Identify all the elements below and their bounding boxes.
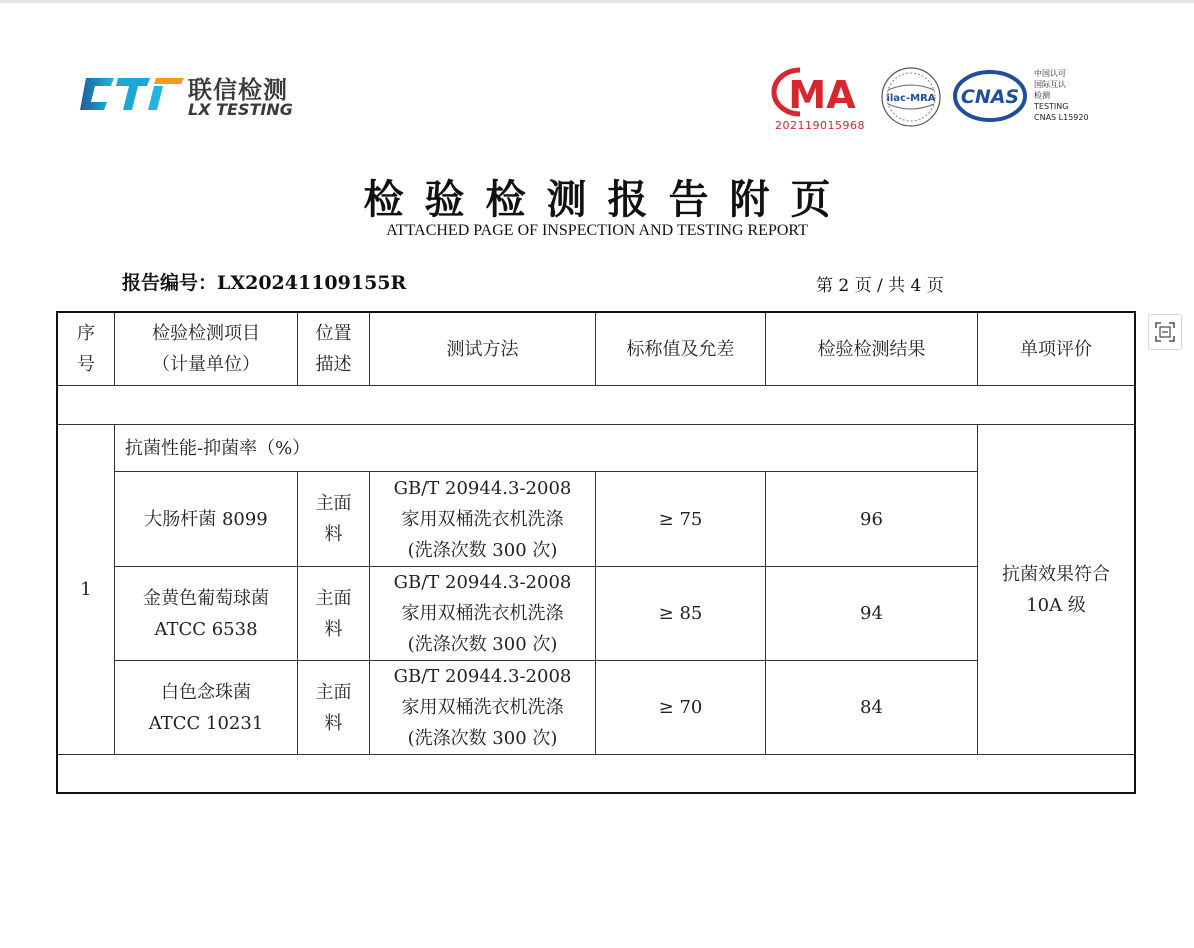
cma-mark	[770, 66, 870, 136]
svg-text:CNAS: CNAS	[960, 86, 1020, 108]
table-row-method: GB/T 20944.3-2008 家用双桶洗衣机洗涤 (洗涤次数 300 次)	[393, 477, 572, 561]
page-number: 第 2 页 / 共 4 页	[816, 276, 944, 296]
header-method: 测试方法	[446, 338, 519, 360]
header-evaluation: 单项评价	[1020, 338, 1092, 360]
report-number: 报告编号：LX20241109155R	[122, 272, 407, 294]
scan-icon	[1155, 322, 1175, 342]
group-evaluation: 抗菌效果符合 10A 级	[1002, 563, 1110, 616]
results-table	[56, 311, 1136, 794]
cnas-line: TESTING	[1034, 102, 1069, 111]
ilac-mra-icon	[880, 66, 942, 128]
table-row-position: 主面 料	[315, 681, 352, 734]
page-title-en: ATTACHED PAGE OF INSPECTION AND TESTING REPORT	[386, 222, 808, 239]
table-row-item: 金黄色葡萄球菌 ATCC 6538	[143, 587, 269, 640]
table-row-result: 84	[860, 697, 883, 718]
header-nominal: 标称值及允差	[626, 338, 735, 360]
header-result: 检验检测结果	[817, 338, 926, 360]
cnas-accreditation-text	[1034, 68, 1089, 123]
cma-logo-icon	[770, 66, 870, 120]
cnas-logo-icon	[953, 70, 1027, 122]
group-title: 抗菌性能-抑菌率（%）	[125, 437, 311, 459]
table-row-result: 94	[860, 603, 883, 624]
cnas-mark	[953, 70, 1027, 122]
header-item: 检验检测项目 （计量单位）	[152, 323, 260, 375]
svg-text:MA: MA	[788, 73, 856, 117]
company-logo	[80, 66, 340, 126]
table-row-position: 主面 料	[315, 587, 352, 640]
table-row-nominal: ≥ 70	[658, 697, 703, 718]
header-seq: 序 号	[77, 323, 95, 375]
top-border	[0, 0, 1194, 3]
page-title-cn: 检验检测报告附页	[363, 176, 852, 223]
group-seq: 1	[80, 579, 92, 600]
table-row-method: GB/T 20944.3-2008 家用双桶洗衣机洗涤 (洗涤次数 300 次)	[393, 572, 572, 655]
table-row-position: 主面 料	[315, 493, 352, 545]
table-row-nominal: ≥ 85	[658, 603, 703, 624]
logo-en-text: LX TESTING	[188, 100, 293, 119]
cnas-line: 国际互认	[1034, 80, 1066, 89]
ilac-mra-mark	[880, 66, 942, 128]
table-row-result: 96	[860, 508, 883, 530]
cma-number: 202119015968	[775, 119, 865, 132]
logo-cn-text: 联信检测	[188, 76, 288, 104]
header-position: 位置 描述	[315, 323, 352, 375]
cnas-line: 中国认可	[1034, 69, 1066, 78]
lx-logo-icon	[80, 70, 184, 118]
svg-text:ilac-MRA: ilac-MRA	[886, 93, 936, 104]
table-row-item: 白色念珠菌 ATCC 10231	[148, 681, 264, 734]
scan-button[interactable]	[1148, 314, 1182, 350]
cnas-line: 检测	[1034, 91, 1050, 100]
table-row-method: GB/T 20944.3-2008 家用双桶洗衣机洗涤 (洗涤次数 300 次)	[393, 666, 572, 749]
table-row-item: 大肠杆菌 8099	[144, 508, 268, 530]
table-rule	[58, 754, 1134, 755]
cnas-line: CNAS L15920	[1034, 113, 1089, 122]
table-row-nominal: ≥ 75	[658, 508, 703, 530]
table-rule	[58, 385, 1134, 386]
